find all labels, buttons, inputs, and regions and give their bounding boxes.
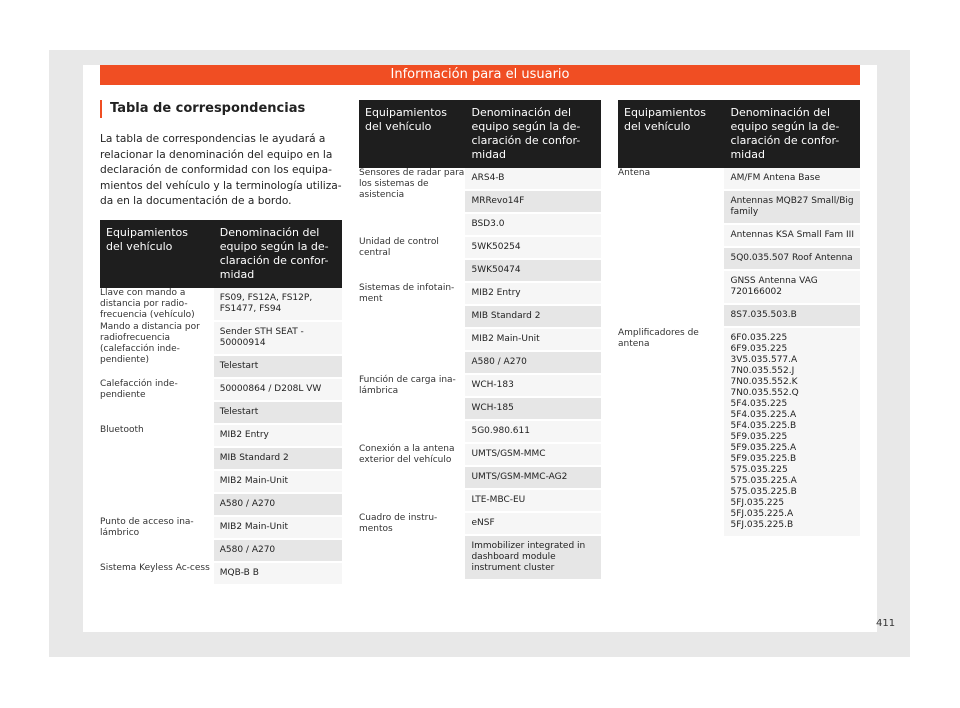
table-row (100, 425, 342, 517)
denomination-cell (465, 168, 601, 237)
correspondence-table-2 (359, 100, 601, 581)
denomination-cell (724, 328, 860, 538)
denomination-cell (465, 513, 601, 581)
equipment-cell: Sensores de radar para los sistemas de asistencia (359, 168, 465, 237)
denomination-value: MIB2 Main-Unit (214, 471, 342, 494)
denomination-value: ARS4-B (465, 168, 601, 191)
denomination-value: Immobilizer integrated in dashboard module instrument cluster (465, 536, 601, 581)
equipment-cell: Conexión a la antena exterior del vehículo (359, 444, 465, 513)
equipment-cell: Cuadro de instru-mentos (359, 513, 465, 581)
equipment-cell: Punto de acceso ina-lámbrico (100, 517, 214, 563)
column-1 (100, 100, 342, 586)
denomination-value: MIB2 Entry (214, 425, 342, 448)
denomination-value: MRRevo14F (465, 191, 601, 214)
denomination-value: WCH-185 (465, 398, 601, 421)
correspondence-table-1 (100, 220, 342, 586)
intro-paragraph: La tabla de correspondencias le ayudará a relacionar la denominación del equipo en la declaración de conformidad con los equipa-mientos del vehículo y la terminología utiliza-da en la documentación de a bordo. (100, 133, 342, 208)
denomination-cell (214, 517, 342, 563)
denomination-value: LTE-MBC-EU (465, 490, 601, 513)
col-header-equipment: Equipamientos del vehículo (100, 220, 214, 288)
denomination-value: MIB2 Main-Unit (214, 517, 342, 540)
table-row (359, 513, 601, 581)
equipment-cell: Calefacción inde-pendiente (100, 379, 214, 425)
denomination-cell (214, 288, 342, 322)
denomination-cell (465, 444, 601, 513)
denomination-value: FS09, FS12A, FS12P, FS1477, FS94 (214, 288, 342, 322)
table-row (100, 517, 342, 563)
table-row (100, 563, 342, 586)
denomination-value: WCH-183 (465, 375, 601, 398)
denomination-cell (465, 237, 601, 283)
correspondence-table-3 (618, 100, 860, 538)
equipment-cell: Amplificadores de antena (618, 328, 724, 538)
col-header-denomination: Denominación del equipo según la de-claración de confor-midad (724, 100, 860, 168)
equipment-cell: Sistemas de infotain-ment (359, 283, 465, 375)
table-row (100, 322, 342, 379)
denomination-value: MQB-B B (214, 563, 342, 586)
denomination-value: 5WK50474 (465, 260, 601, 283)
denomination-value: 8S7.035.503.B (724, 305, 860, 328)
page-number: 411 (876, 618, 896, 629)
col-header-equipment: Equipamientos del vehículo (359, 100, 465, 168)
denomination-cell (465, 375, 601, 444)
denomination-value: Telestart (214, 402, 342, 425)
table-row (618, 168, 860, 328)
denomination-cell (214, 563, 342, 586)
denomination-value: eNSF (465, 513, 601, 536)
equipment-cell: Unidad de control central (359, 237, 465, 283)
denomination-value: 5Q0.035.507 Roof Antenna (724, 248, 860, 271)
denomination-cell (724, 168, 860, 328)
equipment-cell: Mando a distancia por radiofrecuencia (calefacción inde-pendiente) (100, 322, 214, 379)
denomination-value: MIB Standard 2 (214, 448, 342, 471)
denomination-value: Antennas MQB27 Small/Big family (724, 191, 860, 225)
denomination-cell (214, 425, 342, 517)
denomination-value: 5WK50254 (465, 237, 601, 260)
denomination-value: MIB2 Entry (465, 283, 601, 306)
page-header: Información para el usuario (100, 65, 860, 85)
denomination-value: A580 / A270 (214, 540, 342, 563)
table-row (359, 237, 601, 283)
col-header-equipment: Equipamientos del vehículo (618, 100, 724, 168)
denomination-value: BSD3.0 (465, 214, 601, 237)
equipment-cell: Llave con mando a distancia por radio-frecuencia (vehículo) (100, 288, 214, 322)
denomination-cell (465, 283, 601, 375)
denomination-value: Telestart (214, 356, 342, 379)
denomination-cell (214, 322, 342, 379)
column-3 (618, 100, 860, 538)
equipment-cell: Antena (618, 168, 724, 328)
equipment-cell: Bluetooth (100, 425, 214, 517)
denomination-value: MIB Standard 2 (465, 306, 601, 329)
table-row (359, 168, 601, 237)
denomination-value: 5G0.980.611 (465, 421, 601, 444)
table-row (100, 288, 342, 322)
section-title: Tabla de correspondencias (100, 100, 342, 118)
denomination-value: MIB2 Main-Unit (465, 329, 601, 352)
denomination-value: GNSS Antenna VAG 720166002 (724, 271, 860, 305)
denomination-value: AM/FM Antena Base (724, 168, 860, 191)
column-2 (359, 100, 601, 581)
denomination-value: 50000864 / D208L VW (214, 379, 342, 402)
denomination-value: UMTS/GSM-MMC-AG2 (465, 467, 601, 490)
table-row (359, 375, 601, 444)
denomination-value: 6F0.035.225 6F9.035.225 3V5.035.577.A 7N0.035.552.J 7N0.035.552.K 7N0.035.552.Q 5F4.035.225 5F4.035.225.A 5F4.035.225.B 5F9.035.225 5F9.035.225.A 5F9.035.225.B 575.035.225 575.035.225.A 575.035.225.B 5FJ.035.225 5FJ.035.225.A 5FJ.035.225.B (724, 328, 860, 538)
denomination-value: A580 / A270 (214, 494, 342, 517)
denomination-value: UMTS/GSM-MMC (465, 444, 601, 467)
denomination-value: Antennas KSA Small Fam III (724, 225, 860, 248)
col-header-denomination: Denominación del equipo según la de-claración de confor-midad (214, 220, 342, 288)
denomination-value: A580 / A270 (465, 352, 601, 375)
col-header-denomination: Denominación del equipo según la de-claración de confor-midad (465, 100, 601, 168)
denomination-value: Sender STH SEAT - 50000914 (214, 322, 342, 356)
equipment-cell: Sistema Keyless Ac-cess (100, 563, 214, 586)
table-row (359, 444, 601, 513)
table-row (100, 379, 342, 425)
equipment-cell: Función de carga ina-lámbrica (359, 375, 465, 444)
denomination-cell (214, 379, 342, 425)
table-row (618, 328, 860, 538)
table-row (359, 283, 601, 375)
